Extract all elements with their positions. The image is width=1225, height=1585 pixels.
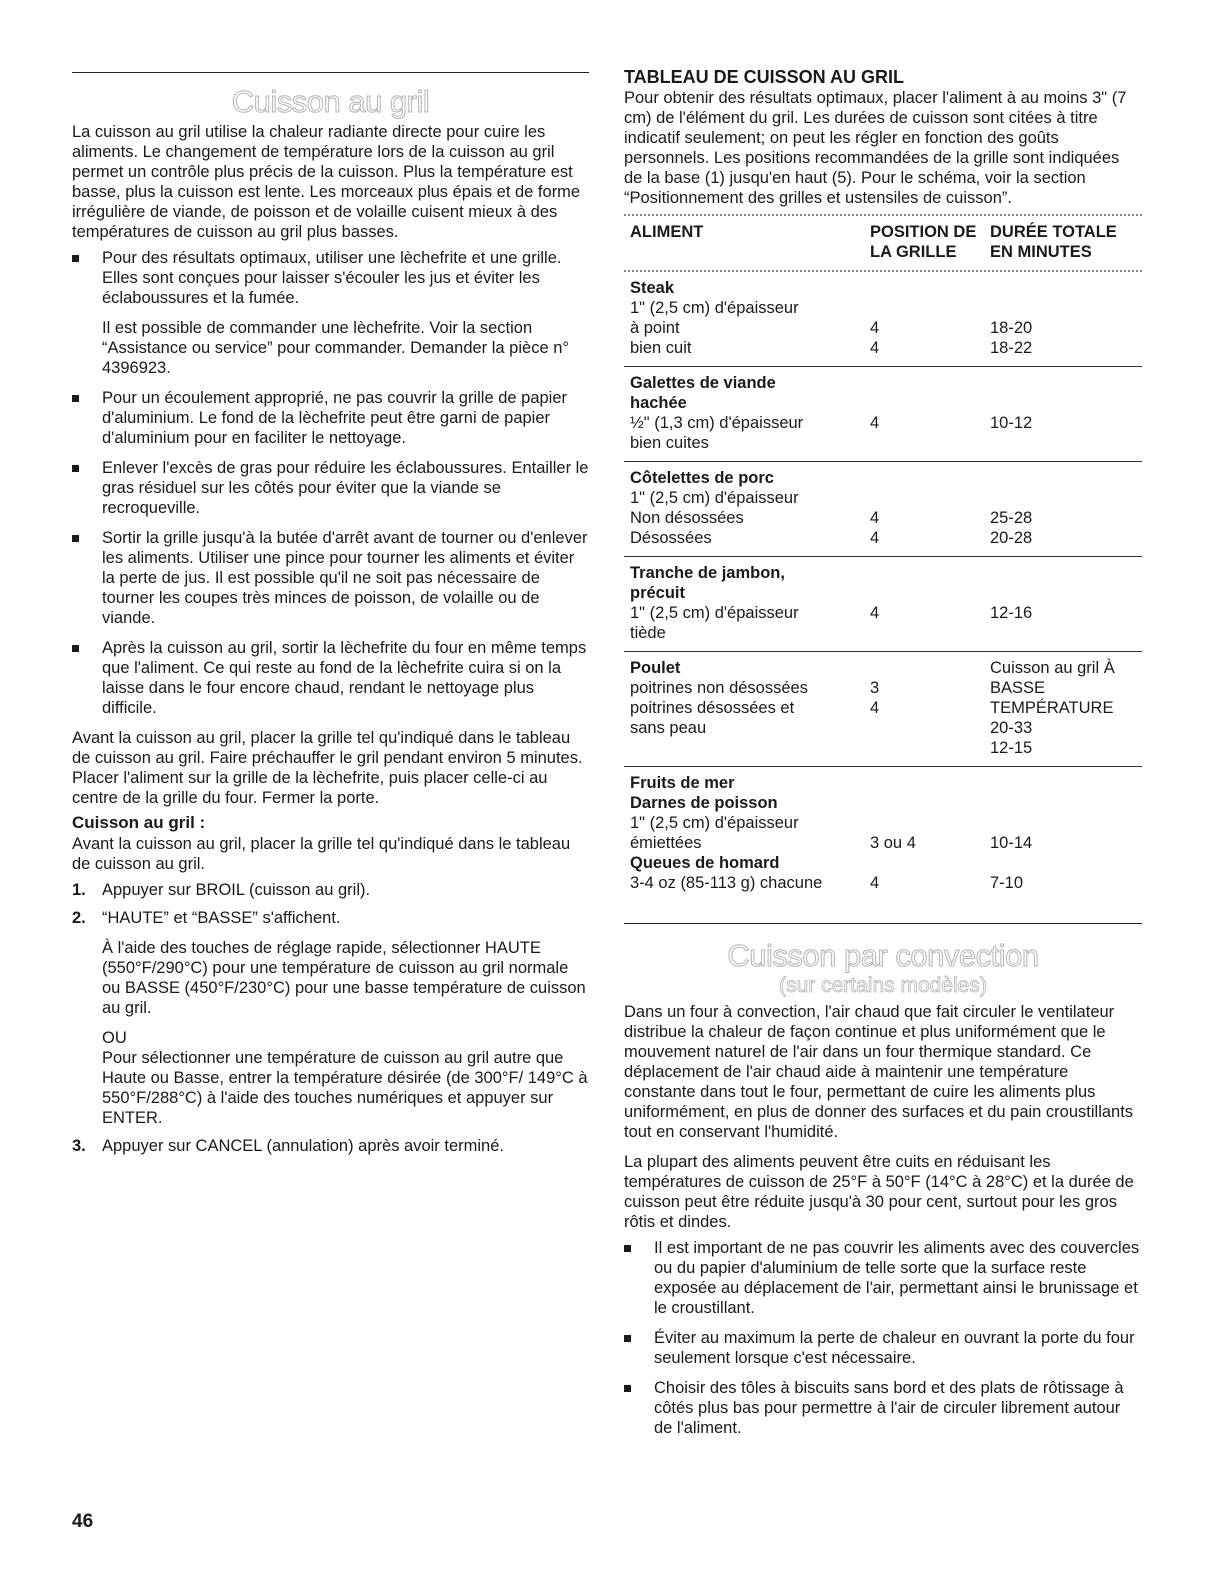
- table-cell: sans peau: [630, 719, 707, 737]
- step-number: 3.: [72, 1137, 86, 1155]
- table-cell: [870, 658, 990, 678]
- broil-table-title: TABLEAU DE CUISSON AU GRIL: [624, 67, 905, 87]
- table-cell: 1" (2,5 cm) d'épaisseur: [630, 299, 799, 317]
- bullet-square-icon: [624, 1245, 631, 1252]
- step-text: “HAUTE” et “BASSE” s'affichent.: [102, 909, 341, 927]
- table-cell: [870, 583, 990, 603]
- table-cell: [870, 563, 990, 583]
- table-cell: poitrines désossées et: [630, 699, 795, 717]
- table-cell: précuit: [630, 584, 686, 602]
- list-item-text: Éviter au maximum la perte de chaleur en ouvrant la porte du four seulement lorsque c'est nécessaire.: [654, 1329, 1135, 1367]
- table-cell: [990, 583, 1140, 603]
- broil-table-intro: Pour obtenir des résultats optimaux, placer l'aliment à au moins 3" (7 cm) de l'élément du gril. Les durées de cuisson sont citées à titre indicatif seulement; on peut les régler en fonction des goûts personnels. Les positions recommandées de la grille sont indiquées de la base (1) jusqu'en haut (5). Pour le schéma, voir la section “Positionnement des grilles et ustensiles de cuisson”.: [624, 89, 1127, 207]
- table-row: [624, 718, 1142, 738]
- table-cell: tiède: [630, 624, 666, 642]
- table-cell: [870, 853, 990, 873]
- step-number: 1.: [72, 881, 86, 899]
- table-cell: Poulet: [630, 659, 681, 677]
- table-row: [624, 508, 1142, 528]
- broil-sub-intro: Avant la cuisson au gril, placer la grille tel qu'indiqué dans le tableau de cuisson au gril.: [72, 835, 571, 873]
- table-row: [624, 393, 1142, 413]
- table-group: [624, 767, 1142, 901]
- list-item-text: Choisir des tôles à biscuits sans bord et des plats de rôtissage à côtés plus bas pour permettre à l'air de circuler librement autour de l'aliment.: [654, 1379, 1124, 1437]
- table-cell: [870, 623, 990, 643]
- table-cell: [870, 433, 990, 453]
- list-item-text: Pour des résultats optimaux, utiliser une lèchefrite et une grille. Elles sont conçues pour laisser s'écouler les jus et éviter les éclaboussures et la fumée.: [102, 249, 562, 307]
- left-column: [72, 0, 589, 1164]
- table-row: [624, 603, 1142, 623]
- table-cell: bien cuites: [630, 434, 709, 452]
- list-item-text: Après la cuisson au gril, sortir la lèchefrite du four en même temps que l'aliment. Ce qui reste au fond de la lèchefrite cuira si on la laisse dans le four encore chaud, rendant le nettoyage plus difficile.: [102, 639, 587, 717]
- step-item: [72, 908, 589, 1128]
- right-column: [624, 0, 1142, 1448]
- table-row: [624, 373, 1142, 393]
- section-title-broiling: Cuisson au gril: [231, 84, 430, 119]
- table-cell: 20-28: [990, 529, 1033, 547]
- list-item: [624, 1238, 1142, 1318]
- bullet-square-icon: [72, 465, 79, 472]
- table-cell: Darnes de poisson: [630, 794, 778, 812]
- table-cell: 18-22: [990, 339, 1033, 357]
- table-cell: émiettées: [630, 834, 702, 852]
- table-cell: à point: [630, 319, 680, 337]
- list-item: [72, 638, 589, 718]
- table-row: [624, 433, 1142, 453]
- table-cell: Queues de homard: [630, 854, 780, 872]
- table-cell: 25-28: [990, 509, 1033, 527]
- table-cell: 1" (2,5 cm) d'épaisseur: [630, 604, 799, 622]
- table-row: [624, 738, 1142, 758]
- table-body: [624, 272, 1142, 901]
- table-group: [624, 652, 1142, 767]
- table-cell: 3: [870, 679, 880, 697]
- table-cell: [990, 298, 1140, 318]
- table-cell: bien cuit: [630, 339, 692, 357]
- table-cell: 12-16: [990, 604, 1033, 622]
- table-row: [624, 773, 1142, 793]
- table-row: [624, 623, 1142, 643]
- table-cell: [990, 563, 1140, 583]
- step-detail-alt: Pour sélectionner une température de cuisson au gril autre que Haute ou Basse, entrer la température désirée (de 300°F/ 149°C à 550°F/288°C) à l'aide des touches numériques et appuyer sur ENTER.: [102, 1049, 588, 1127]
- bullet-square-icon: [72, 255, 79, 262]
- table-row: [624, 833, 1142, 853]
- list-item-text: Il est important de ne pas couvrir les aliments avec des couvercles ou du papier d'aluminium de telle sorte que la surface reste exposée au déplacement de l'air, permettant ainsi le brunissage et le croustillant.: [654, 1239, 1140, 1317]
- bullet-square-icon: [624, 1385, 631, 1392]
- table-row: [624, 298, 1142, 318]
- table-row: [624, 813, 1142, 833]
- table-cell: [870, 468, 990, 488]
- table-cell: 7-10: [990, 874, 1024, 892]
- bullet-square-icon: [72, 535, 79, 542]
- list-item-text: Pour un écoulement approprié, ne pas couvrir la grille de papier d'aluminium. Le fond de la lèchefrite peut être garni de papier d'aluminium pour en faciliter le nettoyage.: [102, 389, 568, 447]
- table-cell: 18-20: [990, 319, 1033, 337]
- table-row: [624, 338, 1142, 358]
- list-item: [624, 1328, 1142, 1368]
- list-item-text: Sortir la grille jusqu'à la butée d'arrêt avant de tourner ou d'enlever les aliments. Utiliser une pince pour tourner les aliments et éviter la perte de jus. Il est possible qu'il ne soit pas nécessaire de tourner les coupes très minces de poisson, de volaille ou de viande.: [102, 529, 588, 627]
- step-detail: À l'aide des touches de réglage rapide, sélectionner HAUTE (550°F/290°C) pour une température de cuisson au gril normale ou BASSE (450°F/230°C) pour une basse température de cuisson au gril.: [102, 939, 586, 1017]
- list-item-text: Enlever l'excès de gras pour réduire les éclaboussures. Entailler le gras résiduel sur les côtés pour éviter que la viande se recroqueville.: [102, 459, 589, 517]
- table-row: [624, 793, 1142, 813]
- table-row: [624, 278, 1142, 298]
- table-cell: hachée: [630, 394, 687, 412]
- table-row: [624, 678, 1142, 698]
- table-cell: 1" (2,5 cm) d'épaisseur: [630, 814, 799, 832]
- table-group: [624, 367, 1142, 462]
- table-cell: [870, 278, 990, 298]
- table-row: [624, 698, 1142, 718]
- table-cell: Steak: [630, 279, 675, 297]
- convection-para-1: Dans un four à convection, l'air chaud que fait circuler le ventilateur distribue la chaleur de façon continue et plus uniformément que le mouvement naturel de l'air dans un four thermique standard. Ce déplacement de l'air chaud aide à maintenir une température constante dans tout le four, permettant de cuire les aliments plus uniformément, en plus de donner des surfaces et du pain croustillants tout en conservant l'humidité.: [624, 1003, 1134, 1141]
- table-row: [624, 488, 1142, 508]
- step-text: Appuyer sur CANCEL (annulation) après avoir terminé.: [102, 1137, 504, 1155]
- step-text: Appuyer sur BROIL (cuisson au gril).: [102, 881, 371, 899]
- convection-para-2: La plupart des aliments peuvent être cuits en réduisant les températures de cuisson de 25°F à 50°F (14°C à 28°C) et la durée de cuisson peut être réduite jusqu'à 30 pour cent, surtout pour les gros rôtis et dindes.: [624, 1153, 1134, 1231]
- table-cell: 1" (2,5 cm) d'épaisseur: [630, 489, 799, 507]
- table-row: [624, 563, 1142, 583]
- table-cell: [990, 468, 1140, 488]
- table-cell: Galettes de viande: [630, 374, 776, 392]
- convection-tips-list: [624, 1238, 1142, 1438]
- table-cell: 4: [870, 529, 880, 547]
- table-cell: 4: [870, 699, 880, 717]
- table-group: [624, 462, 1142, 557]
- list-item: [72, 528, 589, 628]
- step-or: OU: [102, 1029, 127, 1047]
- table-cell: [990, 488, 1140, 508]
- table-cell: [990, 773, 1140, 793]
- page-number: 46: [72, 1511, 94, 1532]
- table-cell: 10-12: [990, 414, 1033, 432]
- bullet-square-icon: [72, 395, 79, 402]
- table-cell: [990, 278, 1140, 298]
- table-cell: [990, 623, 1140, 643]
- table-cell: TEMPÉRATURE: [990, 699, 1114, 717]
- section-title-convection: Cuisson par convection: [727, 938, 1039, 973]
- table-cell: Cuisson au gril À: [990, 659, 1115, 677]
- table-cell: [990, 813, 1140, 833]
- table-cell: [990, 393, 1140, 413]
- broil-intro: La cuisson au gril utilise la chaleur radiante directe pour cuire les aliments. Le changement de température lors de la cuisson au gril permet un contrôle plus précis de la cuisson. Plus la température est basse, plus la cuisson est lente. Les morceaux plus épais et de forme irrégulière de viande, de poisson et de volaille cuisent mieux à des températures de cuisson au gril plus basses.: [72, 123, 581, 241]
- table-cell: Tranche de jambon,: [630, 564, 785, 582]
- step-item: [72, 1136, 589, 1156]
- table-row: [624, 318, 1142, 338]
- list-item: [72, 388, 589, 448]
- table-cell: 4: [870, 414, 880, 432]
- broil-subheading: Cuisson au gril :: [72, 813, 206, 832]
- table-cell: [870, 298, 990, 318]
- table-cell: [870, 718, 990, 738]
- table-cell: 4: [870, 509, 880, 527]
- table-cell: [990, 373, 1140, 393]
- table-cell: [990, 433, 1140, 453]
- table-cell: poitrines non désossées: [630, 679, 808, 697]
- table-row: [624, 468, 1142, 488]
- list-item: [72, 458, 589, 518]
- section-subtitle-convection: (sur certains modèles): [779, 974, 987, 997]
- table-cell: [870, 393, 990, 413]
- table-cell: 20-33: [990, 719, 1033, 737]
- list-item: [624, 1378, 1142, 1438]
- broil-before-text: Avant la cuisson au gril, placer la grille tel qu'indiqué dans le tableau de cuisson au gril. Faire préchauffer le gril pendant environ 5 minutes. Placer l'aliment sur la grille de la lèchefrite, puis placer celle-ci au centre de la grille du four. Fermer la porte.: [72, 729, 583, 807]
- table-cell: 4: [870, 339, 880, 357]
- table-row: [624, 853, 1142, 873]
- table-cell: [870, 813, 990, 833]
- broil-tips-list: [72, 248, 589, 718]
- header-aliment: ALIMENT: [630, 223, 704, 241]
- table-cell: Côtelettes de porc: [630, 469, 774, 487]
- table-cell: Non désossées: [630, 509, 744, 527]
- table-cell: 3 ou 4: [870, 834, 916, 852]
- table-row: [624, 413, 1142, 433]
- table-row: [624, 658, 1142, 678]
- list-item: [72, 248, 589, 378]
- bullet-square-icon: [72, 645, 79, 652]
- table-cell: [870, 738, 990, 758]
- table-row: [624, 583, 1142, 603]
- table-row: [624, 873, 1142, 893]
- table-cell: 4: [870, 874, 880, 892]
- table-cell: [990, 853, 1140, 873]
- top-rule: [72, 72, 589, 73]
- table-cell: [990, 793, 1140, 813]
- bullet-square-icon: [624, 1335, 631, 1342]
- table-cell: 4: [870, 319, 880, 337]
- table-cell: Fruits de mer: [630, 774, 735, 792]
- table-cell: [870, 773, 990, 793]
- step-number: 2.: [72, 909, 86, 927]
- list-item-extra: Il est possible de commander une lèchefrite. Voir la section “Assistance ou service” pour commander. Demander la pièce n° 4396923.: [102, 319, 569, 377]
- broil-steps-list: [72, 880, 589, 1156]
- table-cell: 12-15: [990, 739, 1033, 757]
- table-group: [624, 557, 1142, 652]
- table-cell: ½" (1,3 cm) d'épaisseur: [630, 414, 804, 432]
- table-cell: [870, 793, 990, 813]
- table-cell: BASSE: [990, 679, 1046, 697]
- table-cell: 4: [870, 604, 880, 622]
- table-group: [624, 272, 1142, 367]
- header-position: POSITION DE LA GRILLE: [870, 223, 977, 261]
- table-cell: [870, 488, 990, 508]
- table-cell: 3-4 oz (85-113 g) chacune: [630, 874, 823, 892]
- table-header: [624, 216, 1142, 270]
- table-cell: [870, 373, 990, 393]
- table-row: [624, 528, 1142, 548]
- header-duree: DURÉE TOTALE EN MINUTES: [990, 223, 1117, 261]
- table-cell: [624, 738, 870, 758]
- table-cell: Désossées: [630, 529, 712, 547]
- step-item: [72, 880, 589, 900]
- table-cell: 10-14: [990, 834, 1033, 852]
